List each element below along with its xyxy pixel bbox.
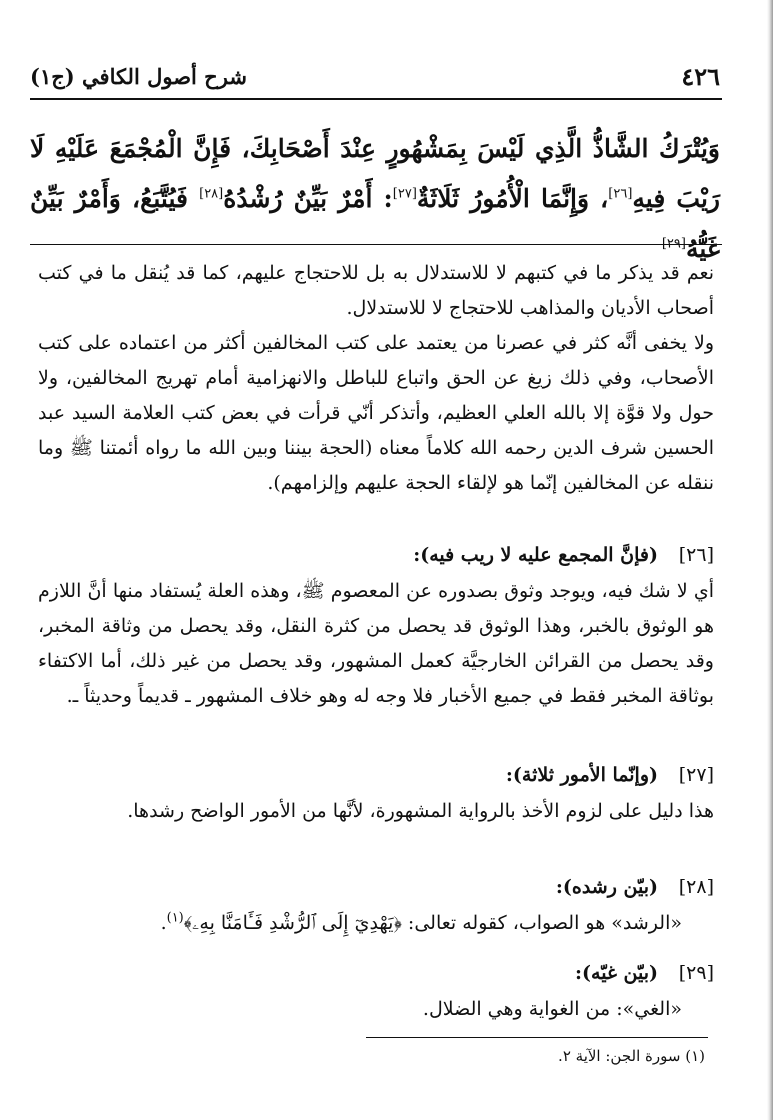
note-body-text: «الرشد» هو الصواب، كقوله تعالى: ﴿يَهْدِيٓ إِلَى ٱلرُّشْدِ فَـَٔامَنَّا بِهِۦ﴾ bbox=[183, 912, 682, 934]
hadith-segment: وَيُتْرَكُ الشَّاذُّ الَّذِي لَيْسَ بِمَشْهُورٍ عِنْدَ أَصْحَابِكَ، فَإِنَّ الْمُجْمَعَ عَلَيْهِ لَا رَيْبَ فِيهِ bbox=[30, 134, 721, 213]
note-ref-26: [٢٦] bbox=[608, 186, 633, 202]
note-ref-28: [٢٨] bbox=[199, 186, 224, 202]
header-divider bbox=[30, 98, 722, 100]
note-ref-29: [٢٩] bbox=[661, 236, 686, 252]
note-number: [٢٨] bbox=[678, 876, 714, 898]
note-body: أي لا شك فيه، ويوجد وثوق بصدوره عن المعصوم ﷺ، وهذه العلة يُستفاد منها أنَّ اللازم هو الوثوق بالخبر، وهذا الوثوق قد يحصل من كثرة النقل، وقد يحصل من وثاقة المخبر، وقد يحصل من القرائن الخارجيَّة كعمل المشهور، وقد يحصل من غير ذلك، أما الاكتفاء بوثاقة المخبر فقط في جميع الأخبار فلا وجه له وهو خلاف المشهور ـ قديماً وحديثاً ـ. bbox=[38, 580, 714, 707]
hadith-divider bbox=[30, 244, 722, 245]
footnote-ref: (١) bbox=[166, 910, 184, 926]
note-29 bbox=[38, 954, 714, 1027]
hadith-segment: فَيُتَّبَعُ، وَأَمْرٌ بَيِّنٌ غَيُّهُ bbox=[30, 184, 720, 263]
page-number: ٤٢٦ bbox=[681, 62, 720, 91]
hadith-segment: ، وَإِنَّمَا الْأُمُورُ ثَلَاثَةٌ bbox=[416, 184, 609, 213]
page-edge-shadow bbox=[767, 0, 773, 1120]
note-26 bbox=[38, 536, 714, 714]
note-number: [٢٦] bbox=[678, 544, 714, 566]
note-heading bbox=[38, 954, 714, 992]
note-title: (بيّن غيّه): bbox=[575, 962, 658, 984]
commentary-intro bbox=[38, 256, 714, 501]
page-header bbox=[30, 62, 720, 96]
note-28 bbox=[38, 868, 714, 941]
note-body: «الغي»: من الغواية وهي الضلال. bbox=[422, 998, 682, 1020]
hadith-segment: : أَمْرٌ بَيِّنٌ رُشْدُهُ bbox=[223, 184, 393, 213]
intro-paragraph: نعم قد يذكر ما في كتبهم لا للاستدلال به بل للاحتجاج عليهم، كما قد يُنقل ما في كتب أصحاب الأديان والمذاهب للاحتجاج لا للاستدلال. bbox=[38, 262, 714, 319]
note-body-end: . bbox=[160, 912, 167, 934]
note-heading bbox=[38, 756, 714, 794]
note-27 bbox=[38, 756, 714, 829]
note-title: (فإنَّ المجمع عليه لا ريب فيه): bbox=[413, 544, 658, 566]
note-ref-27: [٢٧] bbox=[392, 186, 417, 202]
footnote-divider bbox=[366, 1037, 708, 1038]
note-title: (بيّن رشده): bbox=[555, 876, 658, 898]
running-title: شرح أصول الكافي (ج١) bbox=[30, 64, 247, 89]
footnote: (١) سورة الجن: الآية ٢. bbox=[558, 1047, 705, 1065]
note-number: [٢٩] bbox=[678, 962, 714, 984]
note-heading bbox=[38, 868, 714, 906]
note-title: (وإنّما الأمور ثلاثة): bbox=[505, 764, 658, 786]
note-number: [٢٧] bbox=[678, 764, 714, 786]
intro-paragraph: ولا يخفى أنَّه كثر في عصرنا من يعتمد على كتب المخالفين أكثر من اعتماده على كتب الأصحاب، وفي ذلك زيغ عن الحق واتباع للباطل والانهزامية أمام تهريج المخالفين، ولا حول ولا قوَّة إلا بالله العلي العظيم، وأتذكر أنّي قرأت في بعض كتب العلامة السيد عبد الحسين شرف الدين رحمه الله كلاماً معناه (الحجة بيننا وبين الله ما رواه أئمتنا ﷺ وما ننقله عن المخالفين إنّما هو لإلقاء الحجة عليهم وإلزامهم). bbox=[38, 332, 714, 494]
note-body bbox=[38, 906, 714, 941]
note-heading bbox=[38, 536, 714, 574]
note-body: هذا دليل على لزوم الأخذ بالرواية المشهورة، لأنَّها من الأمور الواضح رشدها. bbox=[127, 800, 714, 822]
hadith-text bbox=[30, 124, 720, 274]
